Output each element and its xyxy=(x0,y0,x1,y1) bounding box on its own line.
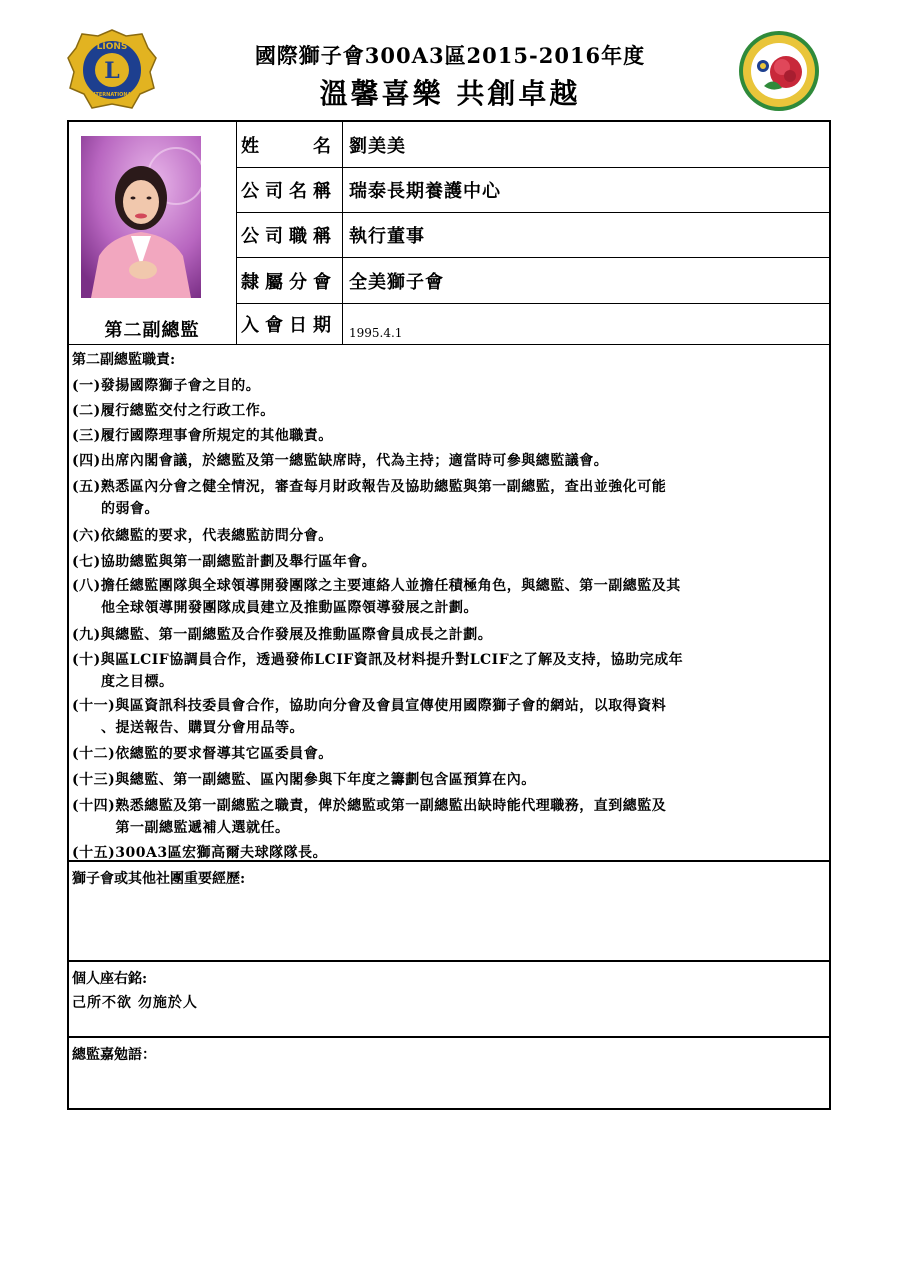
duty-line: 、提送報告、購買分會用品等。 xyxy=(72,720,304,736)
duty-line: 的弱會。 xyxy=(72,501,159,517)
duty-line: (十四)熟悉總監及第一副總監之職責，俾於總監或第一副總監出缺時能代理職務，直到總監及 xyxy=(72,798,667,814)
duty-line: (六)依總監的要求，代表總監訪問分會。 xyxy=(72,528,333,544)
motto-section xyxy=(69,960,829,1036)
svg-text:LIONS: LIONS xyxy=(96,42,128,52)
value-job-title: 執行董事 xyxy=(349,226,425,247)
profile-table xyxy=(67,120,831,1110)
svg-text:INTERNATIONAL: INTERNATIONAL xyxy=(89,92,135,98)
duty-line: (四)出席內閣會議，於總監及第一總監缺席時，代為主持；適當時可參與總監議會。 xyxy=(72,453,609,469)
row-join-date xyxy=(237,304,831,344)
encouragement-section xyxy=(69,1036,829,1108)
row-job-title xyxy=(237,213,831,258)
district-rose-logo xyxy=(738,30,820,112)
duty-line: (三)履行國際理事會所規定的其他職責。 xyxy=(72,428,333,444)
title-year: 國際獅子會300A3區2015-2016年度 xyxy=(254,43,646,68)
label-job-title: 公司職稱 xyxy=(237,213,343,257)
label-join-date: 入會日期 xyxy=(237,304,343,344)
value-club: 全美獅子會 xyxy=(349,271,444,293)
svg-text:L: L xyxy=(104,58,120,84)
duty-line: (五)熟悉區內分會之健全情況，審查每月財政報告及協助總監與第一副總監，查出並強化可能 xyxy=(72,479,667,495)
motto-text: 己所不欲 勿施於人 xyxy=(72,995,198,1011)
photo-cell xyxy=(69,122,237,344)
profile-role: 第二副總監 xyxy=(104,320,200,341)
duty-line: (十)與區LCIF協調員合作，透過發佈LCIF資訊及材料提升對LCIF之了解及支持，協助完成年 xyxy=(72,652,684,668)
duty-line: (七)協助總監與第一副總監計劃及舉行區年會。 xyxy=(72,554,377,570)
duties-title: 第二副總監職責: xyxy=(72,352,176,368)
experience-section xyxy=(69,860,829,960)
document-header xyxy=(0,0,900,118)
experience-title: 獅子會或其他社團重要經歷: xyxy=(72,871,246,887)
duty-line: (九)與總監、第一副總監及合作發展及推動區際會員成長之計劃。 xyxy=(72,627,493,643)
label-company: 公司名稱 xyxy=(237,168,343,212)
duty-line: (十三)與總監、第一副總監、區內閣參與下年度之籌劃包含區預算在內。 xyxy=(72,772,536,788)
duty-line: (一)發揚國際獅子會之目的。 xyxy=(72,378,261,394)
label-name: 姓 名 xyxy=(237,122,343,167)
encouragement-title: 總監嘉勉語： xyxy=(72,1047,156,1063)
duty-line: (十二)依總監的要求督導其它區委員會。 xyxy=(72,746,333,762)
duty-line: 第一副總監遞補人選就任。 xyxy=(72,820,290,836)
value-join-date: 1995.4.1 xyxy=(349,326,403,340)
value-company: 瑞泰長期養護中心 xyxy=(349,181,501,202)
duty-line: 他全球領導開發團隊成員建立及推動區際領導發展之計劃。 xyxy=(72,600,478,616)
duties-section xyxy=(69,344,829,860)
duty-line: (十五)300A3區宏獅高爾夫球隊隊長。 xyxy=(72,845,328,861)
row-name xyxy=(237,122,831,168)
label-club: 隸屬分會 xyxy=(237,258,343,303)
title-slogan: 溫馨喜樂 共創卓越 xyxy=(319,77,581,110)
row-club xyxy=(237,258,831,304)
duty-line: (八)擔任總監團隊與全球領導開發團隊之主要連絡人並擔任積極角色，與總監、第一副總監及其 xyxy=(72,578,681,594)
duty-line: (二)履行總監交付之行政工作。 xyxy=(72,403,275,419)
profile-photo xyxy=(81,136,201,298)
row-company xyxy=(237,168,831,213)
duty-line: (十一)與區資訊科技委員會合作，協助向分會及會員宣傳使用國際獅子會的網站，以取得資料 xyxy=(72,698,667,714)
duty-line: 度之目標。 xyxy=(72,674,174,690)
value-name: 劉美美 xyxy=(349,135,406,157)
motto-title: 個人座右銘: xyxy=(72,971,148,987)
